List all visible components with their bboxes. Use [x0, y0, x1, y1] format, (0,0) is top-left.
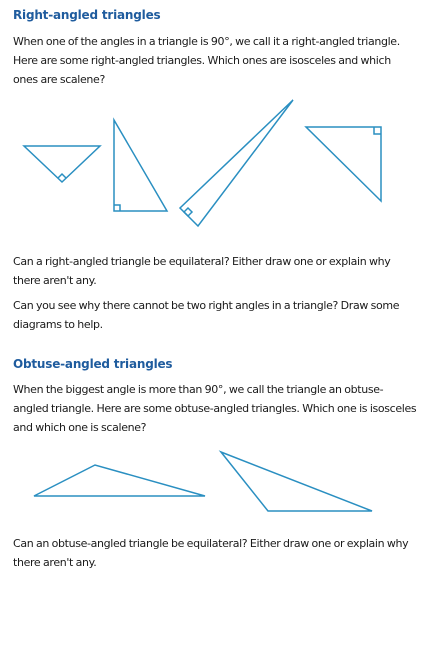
triangle-obtuse-2	[221, 452, 372, 511]
right-angled-question-two-right-angles: Can you see why there cannot be two right angles in a triangle? Draw some diagrams to help.	[13, 299, 400, 331]
right-angled-triangles-figure	[0, 95, 427, 230]
obtuse-angled-question-equilateral: Can an obtuse-angled triangle be equilateral? Either draw one or explain why there aren't any.	[13, 537, 409, 569]
triangle-obtuse-1	[34, 465, 205, 496]
triangle-scalene-right-1	[114, 120, 167, 211]
right-angle-marker-4	[374, 127, 381, 134]
triangle-scalene-right-2	[180, 100, 293, 226]
section-heading-right-angled: Right-angled triangles	[13, 8, 161, 22]
obtuse-angled-intro-text: When the biggest angle is more than 90°, we call the triangle an obtuse-angled triangle. Here are some obtuse-angled triangles. Which one is isosceles and which one is scalene?	[13, 383, 417, 434]
obtuse-angled-triangles-figure	[0, 445, 427, 525]
right-angle-marker-3	[184, 208, 192, 216]
right-angle-marker-2	[114, 205, 120, 211]
right-angled-question-equilateral: Can a right-angled triangle be equilateral? Either draw one or explain why there aren't any.	[13, 255, 391, 287]
right-angled-intro-text: When one of the angles in a triangle is 90°, we call it a right-angled triangle. Here are some right-angled triangles. Which ones are isosceles and which ones are scalene?	[13, 35, 400, 86]
section-heading-obtuse-angled: Obtuse-angled triangles	[13, 357, 173, 371]
triangle-isosceles-right-1	[24, 146, 100, 182]
triangle-isosceles-right-2	[306, 127, 381, 201]
right-angle-marker-1	[58, 174, 66, 178]
